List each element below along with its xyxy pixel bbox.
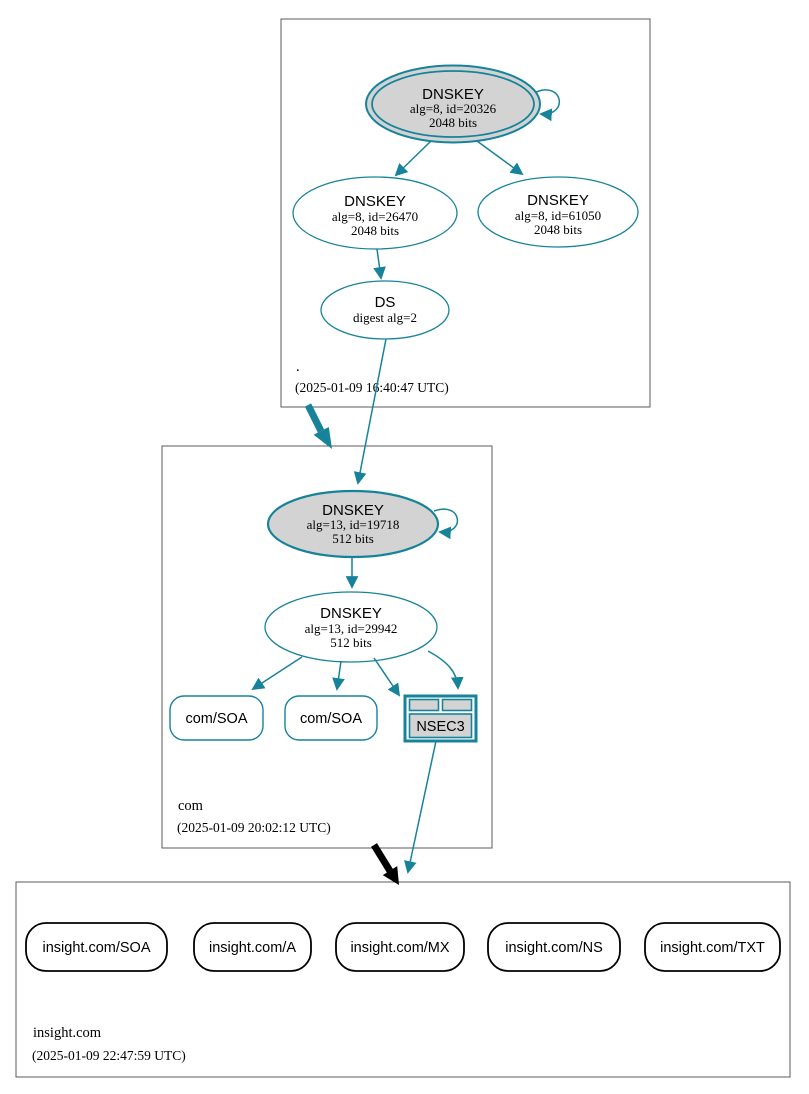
root-zsk-right-alg: alg=8, id=61050 — [514, 208, 602, 223]
node-com-soa-1 — [170, 696, 263, 740]
root-ksk-title: DNSKEY — [422, 86, 484, 103]
nsec3-header-cell-left — [410, 700, 439, 711]
root-zsk-left-bits: 2048 bits — [350, 223, 400, 238]
insight-ns-label: insight.com/NS — [505, 940, 603, 956]
delegation-arrow-root-to-com — [308, 405, 332, 449]
node-insight-txt — [645, 923, 780, 971]
node-insight-soa — [26, 923, 167, 971]
insight-mx-label: insight.com/MX — [350, 940, 450, 956]
root-zsk-right-bits: 2048 bits — [533, 222, 583, 237]
root-zsk-left-title: DNSKEY — [344, 193, 406, 210]
com-zsk-alg: alg=13, id=29942 — [304, 621, 398, 636]
node-root-ds — [321, 281, 449, 339]
nsec3-label: NSEC3 — [416, 719, 465, 735]
com-zsk-bits: 512 bits — [330, 635, 372, 650]
zone-timestamp-root: (2025-01-09 16:40:47 UTC) — [295, 380, 449, 395]
node-root-zsk-dnskey-26470 — [293, 177, 457, 249]
insight-txt-label: insight.com/TXT — [660, 940, 765, 956]
com-zsk-title: DNSKEY — [320, 605, 382, 622]
node-insight-ns — [488, 923, 620, 971]
delegation-root-com-shaft — [308, 405, 321, 431]
nsec3-header-cell-right — [443, 700, 472, 711]
zone-timestamp-com: (2025-01-09 20:02:12 UTC) — [177, 820, 331, 835]
node-com-soa-2 — [285, 696, 377, 740]
node-root-zsk-dnskey-61050 — [478, 177, 638, 247]
root-zsk-left-alg: alg=8, id=26470 — [331, 209, 419, 224]
node-insight-mx — [336, 923, 464, 971]
root-ksk-bits: 2048 bits — [428, 115, 478, 130]
delegation-com-insight-shaft — [374, 845, 390, 871]
root-zsk-right-title: DNSKEY — [527, 192, 589, 209]
com-soa-2-label: com/SOA — [299, 711, 363, 727]
insight-soa-label: insight.com/SOA — [42, 940, 151, 956]
zone-label-insight: insight.com — [33, 1025, 102, 1041]
zone-label-root: . — [296, 359, 300, 375]
node-root-ksk-dnskey-20326 — [366, 66, 540, 143]
node-insight-a — [194, 923, 311, 971]
delegation-arrow-com-to-insight — [374, 845, 399, 885]
root-ds-title: DS — [374, 294, 396, 311]
com-ksk-bits: 512 bits — [332, 531, 374, 546]
com-ksk-alg: alg=13, id=19718 — [306, 517, 400, 532]
insight-a-label: insight.com/A — [208, 940, 297, 956]
zone-label-com: com — [178, 798, 203, 814]
zone-timestamp-insight: (2025-01-09 22:47:59 UTC) — [32, 1048, 186, 1063]
node-com-zsk-dnskey-29942 — [265, 592, 437, 662]
root-ds-detail: digest alg=2 — [352, 310, 418, 325]
root-ksk-alg: alg=8, id=20326 — [409, 101, 497, 116]
node-com-nsec3 — [405, 696, 476, 741]
node-com-ksk-dnskey-19718 — [268, 491, 438, 557]
com-ksk-title: DNSKEY — [322, 502, 384, 519]
com-soa-1-label: com/SOA — [185, 711, 248, 727]
